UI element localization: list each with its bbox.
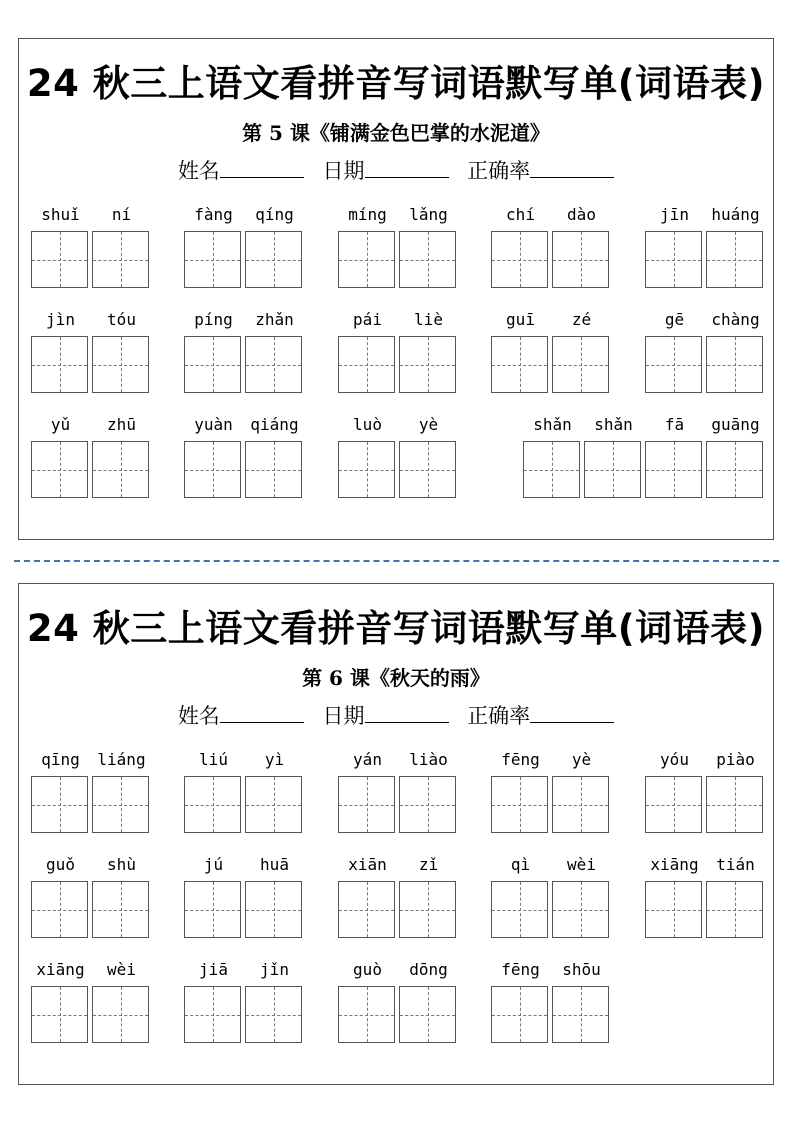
pinyin-label: wèi [107, 960, 136, 979]
tianzige-writing-box[interactable] [338, 336, 395, 393]
pinyin-label: qiáng [250, 415, 299, 434]
pinyin-label: yì [264, 750, 285, 769]
tianzige-writing-box[interactable] [523, 441, 580, 498]
word-group [644, 748, 766, 833]
pinyin-label: zhǎn [255, 310, 294, 329]
pinyin-label: liú [199, 750, 228, 769]
accuracy-label: 正确率 [467, 704, 531, 728]
tianzige-writing-box[interactable] [92, 231, 149, 288]
tianzige-writing-box[interactable] [491, 776, 548, 833]
pinyin-label: shōu [562, 960, 601, 979]
char-cell [551, 748, 612, 833]
char-cell [337, 308, 398, 393]
pinyin-label: shǎn [594, 415, 633, 434]
tianzige-writing-box[interactable] [491, 231, 548, 288]
pinyin-label: jīn [660, 205, 689, 224]
tianzige-writing-box[interactable] [399, 986, 456, 1043]
char-cell [644, 308, 705, 393]
pinyin-label: yè [418, 415, 439, 434]
tianzige-writing-box[interactable] [338, 776, 395, 833]
pinyin-label: shuǐ [41, 205, 80, 224]
pinyin-label: huáng [711, 205, 760, 224]
pinyin-label: wèi [567, 855, 596, 874]
pinyin-label: fā [664, 415, 685, 434]
pinyin-label: yóu [660, 750, 689, 769]
char-cell [705, 413, 766, 498]
name-label: 姓名 [177, 159, 220, 183]
tianzige-writing-box[interactable] [245, 336, 302, 393]
char-cell [705, 853, 766, 938]
word-group [30, 853, 152, 938]
pinyin-label: gē [664, 310, 685, 329]
char-cell [398, 958, 459, 1043]
worksheet-title: 24 秋三上语文看拼音写词语默写单(词语表) [26, 62, 766, 105]
pinyin-label: píng [194, 310, 233, 329]
word-group [183, 413, 305, 498]
pinyin-label: dōng [409, 960, 448, 979]
tianzige-writing-box[interactable] [184, 441, 241, 498]
char-cell [183, 958, 244, 1043]
pinyin-label: dào [567, 205, 596, 224]
word-group [30, 748, 152, 833]
pinyin-label: chí [506, 205, 535, 224]
char-cell [30, 308, 91, 393]
char-cell [490, 203, 551, 288]
char-cell [644, 413, 705, 498]
tianzige-writing-box[interactable] [706, 231, 763, 288]
char-cell [398, 308, 459, 393]
tianzige-writing-box[interactable] [184, 336, 241, 393]
char-cell [398, 748, 459, 833]
pinyin-label: yuàn [194, 415, 233, 434]
char-cell [244, 203, 305, 288]
tianzige-writing-box[interactable] [31, 986, 88, 1043]
tianzige-writing-box[interactable] [399, 776, 456, 833]
tianzige-writing-box[interactable] [399, 336, 456, 393]
tianzige-writing-box[interactable] [491, 336, 548, 393]
pinyin-label: yè [571, 750, 592, 769]
pinyin-label: fàng [194, 205, 233, 224]
worksheet-lesson-5 [18, 38, 774, 540]
word-group [644, 203, 766, 288]
char-cell [30, 853, 91, 938]
pinyin-label: guò [353, 960, 382, 979]
char-cell [91, 308, 152, 393]
word-group [337, 958, 459, 1043]
pinyin-label: shǎn [533, 415, 572, 434]
char-cell [244, 958, 305, 1043]
char-cell [183, 203, 244, 288]
char-cell [91, 748, 152, 833]
tianzige-writing-box[interactable] [338, 986, 395, 1043]
word-group [183, 308, 305, 393]
tianzige-writing-box[interactable] [245, 776, 302, 833]
char-cell [490, 308, 551, 393]
word-group [644, 853, 766, 938]
char-cell [30, 748, 91, 833]
char-cell [30, 203, 91, 288]
tianzige-writing-box[interactable] [552, 231, 609, 288]
tianzige-writing-box[interactable] [399, 441, 456, 498]
pinyin-label: lǎng [409, 205, 448, 224]
char-cell [398, 203, 459, 288]
pinyin-label: shù [107, 855, 136, 874]
word-group [337, 413, 459, 498]
word-grid [19, 584, 773, 1084]
tianzige-writing-box[interactable] [706, 776, 763, 833]
tianzige-writing-box[interactable] [584, 441, 641, 498]
pinyin-label: zé [571, 310, 592, 329]
pinyin-label: míng [348, 205, 387, 224]
tianzige-writing-box[interactable] [399, 881, 456, 938]
pinyin-label: qì [510, 855, 531, 874]
tianzige-writing-box[interactable] [184, 231, 241, 288]
tianzige-writing-box[interactable] [338, 231, 395, 288]
tianzige-writing-box[interactable] [552, 336, 609, 393]
tianzige-writing-box[interactable] [552, 986, 609, 1043]
tianzige-writing-box[interactable] [645, 776, 702, 833]
char-cell [551, 853, 612, 938]
tianzige-writing-box[interactable] [92, 881, 149, 938]
tianzige-writing-box[interactable] [245, 986, 302, 1043]
word-grid [19, 39, 773, 539]
tianzige-writing-box[interactable] [338, 441, 395, 498]
tianzige-writing-box[interactable] [245, 441, 302, 498]
char-cell [551, 958, 612, 1043]
pinyin-label: yán [353, 750, 382, 769]
word-group [183, 203, 305, 288]
char-cell [183, 853, 244, 938]
char-cell [551, 203, 612, 288]
pinyin-label: xiān [348, 855, 387, 874]
char-cell [490, 748, 551, 833]
char-cell [183, 748, 244, 833]
tianzige-writing-box[interactable] [245, 881, 302, 938]
char-cell [91, 958, 152, 1043]
word-group [490, 308, 612, 393]
char-cell [522, 413, 583, 498]
tianzige-writing-box[interactable] [338, 881, 395, 938]
word-group [337, 748, 459, 833]
tianzige-writing-box[interactable] [645, 231, 702, 288]
tianzige-writing-box[interactable] [491, 881, 548, 938]
char-cell [244, 308, 305, 393]
tianzige-writing-box[interactable] [92, 986, 149, 1043]
char-cell [337, 203, 398, 288]
tianzige-writing-box[interactable] [645, 441, 702, 498]
tianzige-writing-box[interactable] [552, 881, 609, 938]
tianzige-writing-box[interactable] [706, 336, 763, 393]
pinyin-label: jiā [199, 960, 228, 979]
char-cell [91, 853, 152, 938]
tianzige-writing-box[interactable] [706, 881, 763, 938]
char-cell [583, 413, 644, 498]
char-cell [91, 413, 152, 498]
char-cell [705, 203, 766, 288]
char-cell [705, 748, 766, 833]
char-cell [91, 203, 152, 288]
pinyin-label: jú [203, 855, 224, 874]
pinyin-label: guǒ [46, 855, 75, 874]
tianzige-writing-box[interactable] [706, 441, 763, 498]
word-group [337, 308, 459, 393]
pinyin-label: luò [353, 415, 382, 434]
pinyin-label: liè [414, 310, 443, 329]
word-group [30, 958, 152, 1043]
tianzige-writing-box[interactable] [31, 441, 88, 498]
char-cell [644, 853, 705, 938]
pinyin-label: xiāng [650, 855, 699, 874]
pinyin-label: tóu [107, 310, 136, 329]
char-cell [490, 958, 551, 1043]
pinyin-label: zhū [107, 415, 136, 434]
word-group [183, 958, 305, 1043]
tianzige-writing-box[interactable] [552, 776, 609, 833]
pinyin-label: piào [716, 750, 755, 769]
char-cell [183, 308, 244, 393]
word-group [30, 413, 152, 498]
tianzige-writing-box[interactable] [245, 231, 302, 288]
pinyin-label: xiāng [36, 960, 85, 979]
pinyin-label: fēng [501, 960, 540, 979]
char-cell [644, 203, 705, 288]
worksheet-title: 24 秋三上语文看拼音写词语默写单(词语表) [26, 607, 766, 650]
tianzige-writing-box[interactable] [31, 336, 88, 393]
char-cell [551, 308, 612, 393]
word-group [337, 853, 459, 938]
tianzige-writing-box[interactable] [31, 881, 88, 938]
char-cell [183, 413, 244, 498]
char-cell [337, 748, 398, 833]
pinyin-label: jǐn [260, 960, 289, 979]
lesson-heading: 第 6 课《秋天的雨》 [302, 666, 490, 690]
tianzige-writing-box[interactable] [645, 881, 702, 938]
accuracy-label: 正确率 [467, 159, 531, 183]
tianzige-writing-box[interactable] [92, 441, 149, 498]
char-cell [398, 853, 459, 938]
tianzige-writing-box[interactable] [184, 881, 241, 938]
cut-line-divider [14, 560, 779, 562]
date-label: 日期 [322, 704, 365, 728]
tianzige-writing-box[interactable] [184, 986, 241, 1043]
pinyin-label: tián [716, 855, 755, 874]
pinyin-label: fēng [501, 750, 540, 769]
name-label: 姓名 [177, 704, 220, 728]
char-cell [644, 748, 705, 833]
tianzige-writing-box[interactable] [399, 231, 456, 288]
tianzige-writing-box[interactable] [491, 986, 548, 1043]
word-group [30, 308, 152, 393]
word-group [337, 203, 459, 288]
pinyin-label: huā [260, 855, 289, 874]
worksheet-lesson-6 [18, 583, 774, 1085]
word-group [490, 748, 612, 833]
word-group [490, 203, 612, 288]
char-cell [30, 958, 91, 1043]
pinyin-label: liào [409, 750, 448, 769]
char-cell [705, 308, 766, 393]
pinyin-label: qíng [255, 205, 294, 224]
word-group [490, 853, 612, 938]
pinyin-label: pái [353, 310, 382, 329]
tianzige-writing-box[interactable] [92, 776, 149, 833]
tianzige-writing-box[interactable] [31, 776, 88, 833]
pinyin-label: zǐ [418, 855, 439, 874]
word-group [522, 413, 766, 498]
tianzige-writing-box[interactable] [92, 336, 149, 393]
word-group [30, 203, 152, 288]
tianzige-writing-box[interactable] [184, 776, 241, 833]
tianzige-writing-box[interactable] [31, 231, 88, 288]
char-cell [398, 413, 459, 498]
tianzige-writing-box[interactable] [645, 336, 702, 393]
lesson-heading: 第 5 课《铺满金色巴掌的水泥道》 [242, 121, 550, 145]
pinyin-label: ní [111, 205, 132, 224]
char-cell [490, 853, 551, 938]
char-cell [244, 853, 305, 938]
word-group [644, 308, 766, 393]
pinyin-label: yǔ [50, 415, 71, 434]
char-cell [244, 413, 305, 498]
char-cell [337, 413, 398, 498]
word-group [183, 748, 305, 833]
word-group [490, 958, 612, 1043]
char-cell [30, 413, 91, 498]
pinyin-label: guāng [711, 415, 760, 434]
pinyin-label: jìn [46, 310, 75, 329]
word-group [183, 853, 305, 938]
char-cell [244, 748, 305, 833]
pinyin-label: guī [506, 310, 535, 329]
char-cell [337, 853, 398, 938]
char-cell [337, 958, 398, 1043]
pinyin-label: liáng [97, 750, 146, 769]
pinyin-label: qīng [41, 750, 80, 769]
pinyin-label: chàng [711, 310, 760, 329]
date-label: 日期 [322, 159, 365, 183]
